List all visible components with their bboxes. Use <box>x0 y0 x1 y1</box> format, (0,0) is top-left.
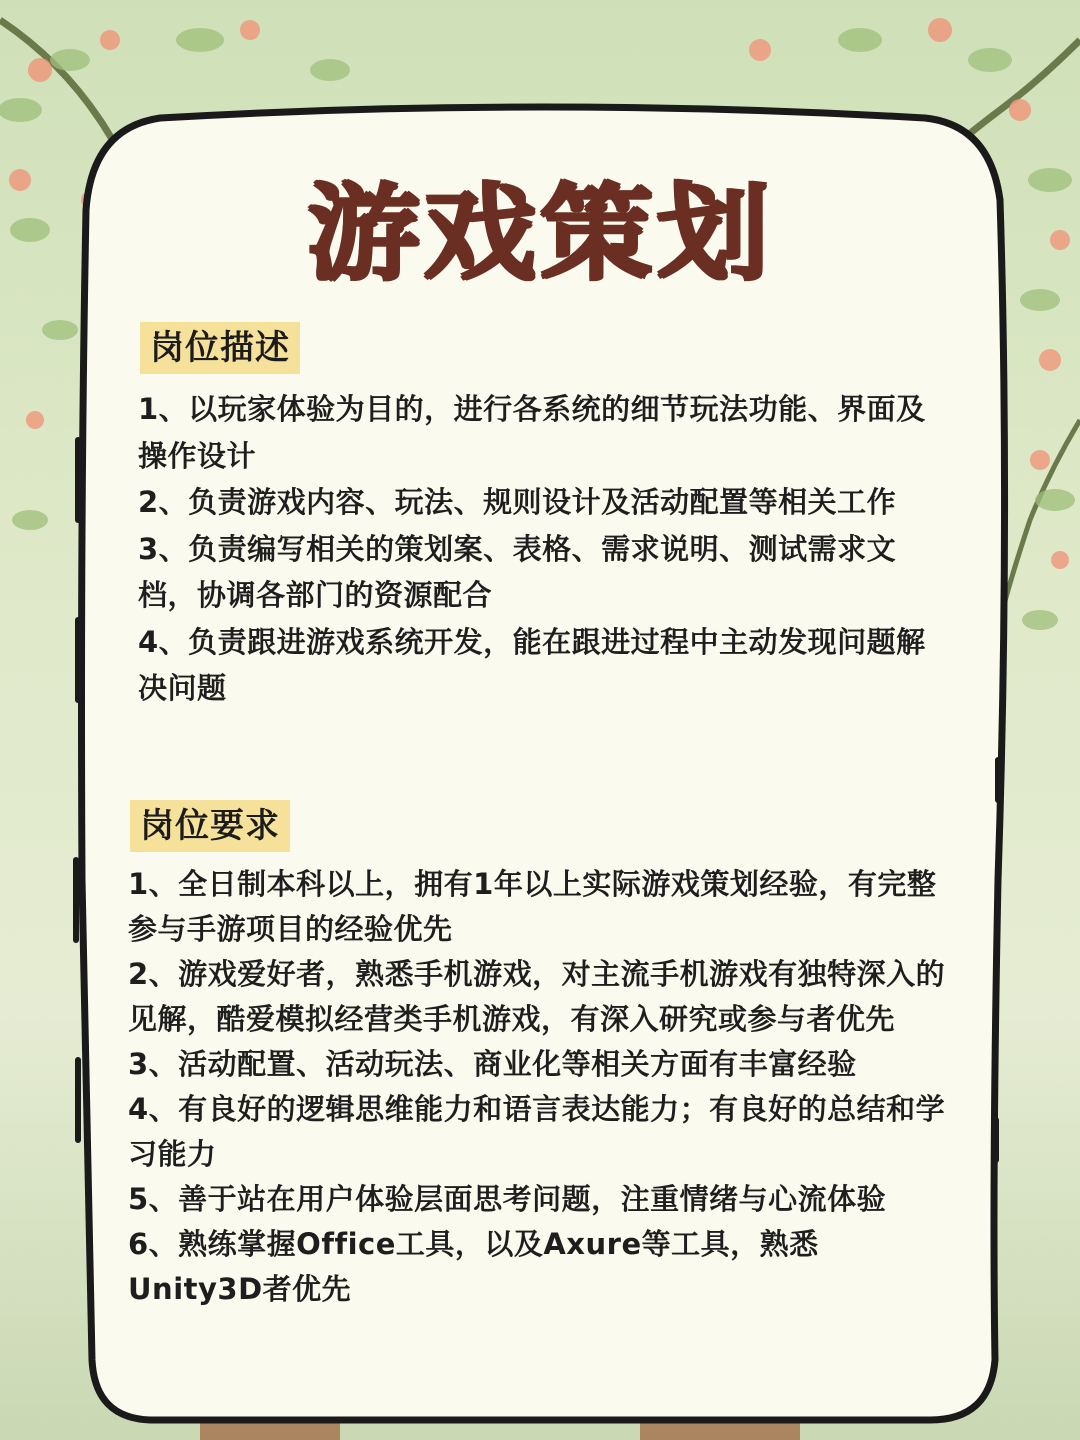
list-item: 5、善于站在用户体验层面思考问题，注重情绪与心流体验 <box>128 1182 887 1216</box>
description-list <box>138 386 928 712</box>
list-item: 2、负责游戏内容、玩法、规则设计及活动配置等相关工作 <box>138 485 897 519</box>
list-item: 6、熟练掌握Office工具，以及Axure等工具，熟悉Unity3D者优先 <box>128 1227 819 1306</box>
list-item: 1、以玩家体验为目的，进行各系统的细节玩法功能、界面及操作设计 <box>138 392 926 473</box>
list-item: 1、全日制本科以上，拥有1年以上实际游戏策划经验，有完整参与手游项目的经验优先 <box>128 867 937 946</box>
list-item: 3、活动配置、活动玩法、商业化等相关方面有丰富经验 <box>128 1047 857 1081</box>
list-item: 4、有良好的逻辑思维能力和语言表达能力；有良好的总结和学习能力 <box>128 1092 946 1171</box>
list-item: 3、负责编写相关的策划案、表格、需求说明、测试需求文档，协调各部门的资源配合 <box>138 531 897 612</box>
list-item: 4、负责跟进游戏系统开发，能在跟进过程中主动发现问题解决问题 <box>138 624 926 705</box>
section-heading-requirements: 岗位要求 <box>130 800 290 852</box>
requirements-list <box>128 862 953 1312</box>
list-item: 2、游戏爱好者，熟悉手机游戏，对主流手机游戏有独特深入的见解，酷爱模拟经营类手机游戏，有深入研究或参与者优先 <box>128 957 946 1036</box>
page-title: 游戏策划 <box>306 172 774 294</box>
section-heading-description: 岗位描述 <box>140 322 300 374</box>
